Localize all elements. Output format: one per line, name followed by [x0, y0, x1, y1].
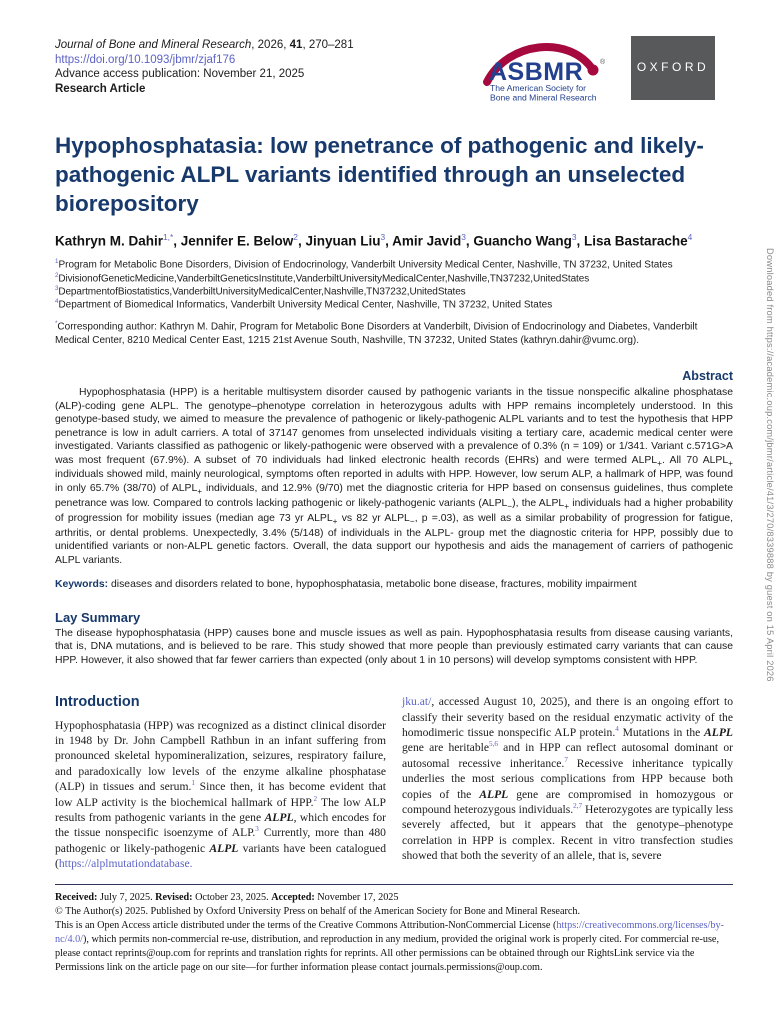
- asbmr-registered-mark: ®: [600, 59, 606, 66]
- advance-access-date: Advance access publication: November 21, 2025: [55, 68, 305, 81]
- doi-link[interactable]: https://doi.org/10.1093/jbmr/zjaf176: [55, 53, 236, 66]
- affiliation-3: $^3$Department of Biostatistics, Vanderbilt University Medical Center, Nashville, TN 37232, United States: [55, 285, 466, 298]
- intro-text-right: jku.at/, accessed August 10, 2025), and there is an ongoing effort to classify their severity based on the residual enzymatic activity of the homodimeric tissue nonspecific ALP protein.$^4$ Mutations in the ALPL gene are heritable$^{5,6}$ and in HPP can reflect autosomal dominant or autosomal recessive inheritance.$^7$ Recessive inheritance typically underlies the most serious complications from HPP because both copies of the ALPL gene are compromised in homozygous or compound heterozygous individuals.$^{2,7}$ Heterozygotes are typically less severely affected, but it appears that the genotype–phenotype correlation in HPP is complex. Recent in vitro transfection studies showed that both the severity of an allele, that is, severe: [402, 695, 734, 863]
- author-list: Kathryn M. Dahir$^{1,*}$, Jennifer E. Below$^2$, Jinyuan Liu$^3$, Amir Javid$^3$, Guancho Wang$^3$, Lisa Bastarache$^4$: [55, 231, 693, 249]
- lay-summary-text: The disease hypophosphatasia (HPP) causes bone and muscle issues as well as pain. Hypophosphatasia results from disease causing variants, that is, DNA mutations, and is believed to be rare. This study showed that more people than previously estimated carry variants that can cause HPP. However, it also showed that far fewer carriers than expected (only about 1 in 10 persons) will develop symptoms consistent with HPP.: [55, 627, 733, 666]
- article-type-label: Research Article: [55, 83, 146, 96]
- publisher-logos: [481, 36, 715, 102]
- abstract-text: Hypophosphatasia (HPP) is a heritable multisystem disorder caused by pathogenic variants in the tissue nonspecific alkaline phosphatase (ALP)-coding gene ALPL. The genotype–phenotype correlation in heterozygous adults with HPP remains incompletely understood. In this genotype-based study, we aimed to measure the prevalence of pathogenic or likely-pathogenic ALPL variants and to test the hypothesis that HPP penetrance is low in adult carriers. A total of 37147 genomes from unselected individuals visiting a tertiary care, academic medical center were investigated. Variants classified as pathogenic or likely-pathogenic were observed with a prevalence of 0.3% (n = 109) or 1/341. Variant c.571G>A was most frequent (67.9%). A subset of 70 individuals had linked electronic health records (EHRs) and were termed $ALPL_+$. All 70 $ALPL_+$ individuals showed mild, mainly neurological, symptoms often reported in adults with HPP. However, low serum ALP, a hallmark of HPP, was found in only 65.7% (38/70) of $ALPL_+$ individuals, and 12.9% (9/70) met the diagnostic criteria for HPP based on consensus guidelines, thus complete penetrance was low. Compared to controls lacking pathogenic or likely-pathogenic variants $(ALPL_-)$, the $ALPL_+$ individuals had a higher probability of progression for mobility issues (median age 73 yr $ALPL_+$ vs 82 yr $ALPL_-$, p =.03), as well as a similar probability of progression for fatigue, arthritis, or dental problems. Unexpectedly, 3.4% (5/148) of individuals in the ALPL- group met the diagnostic criteria for HPP, possibly due to unidentified variants or non-ALPL genetic factors. Overall, the data support our hypothesis and aids the management of carriers of pathogenic ALPL variants.: [55, 387, 734, 566]
- footer-divider: [55, 884, 733, 885]
- article-title: Hypophosphatasia: low penetrance of pathogenic and likely-pathogenic ALPL variants identified through an unselected biorepository: [55, 132, 704, 217]
- license-paragraph: This is an Open Access article distributed under the terms of the Creative Commons Attribution-NonCommercial License (https://creativecommons.org/licenses/by-nc/4.0/), which permits non-commercial re-use, distribution, and reproduction in any medium, provided the original work is properly cited. For commercial re-use, please contact reprints@oup.com for reprints and translation rights for reprints. All other permissions can be obtained through our RightsLink service via the Permissions link on the article page on our site—for further information please contact journals.permissions@oup.com.: [55, 920, 724, 974]
- lay-summary-heading: Lay Summary: [55, 609, 141, 625]
- asbmr-wordmark: ASBMR: [489, 58, 584, 86]
- keywords-text: diseases and disorders related to bone, hypophosphatasia, metabolic bone disease, fractures, mobility impairment: [108, 579, 637, 591]
- copyright-line: © The Author(s) 2025. Published by Oxford University Press on behalf of the American Society for Bone and Mineral Research.: [55, 906, 581, 918]
- intro-column-left: [55, 693, 386, 871]
- journal-citation: Journal of Bone and Mineral Research, 2026, 41, 270–281: [55, 39, 354, 51]
- intro-text-left: Hypophosphatasia (HPP) was recognized as a distinct clinical disorder in 1948 by Dr. John Campbell Rathbun in an infant suffering from pronounced skeletal hypomineralization, seizures, respiratory failure, and paradoxically low levels of the enzyme alkaline phosphatase (ALP) in tissues and serum.$^1$ Since then, it has become evident that low ALP activity is the biochemical hallmark of HPP.$^2$ The low ALP results from pathogenic variants in the gene ALPL, which encodes for the tissue nonspecific isoenzyme of ALP.$^3$ Currently, more than 480 pathogenic or likely-pathogenic ALPL variants have been catalogued (https://alplmutationdatabase.: [55, 718, 386, 871]
- abstract-section: [55, 369, 733, 567]
- affiliation-2: $^2$Division of Genetic Medicine, Vanderbilt Genetics Institute, Vanderbilt University Medical Center, Nashville, TN 37232, United States: [55, 271, 590, 285]
- lay-summary-section: [55, 610, 733, 668]
- oxford-wordmark: OXFORD: [636, 60, 710, 75]
- download-watermark: Downloaded from https://academic.oup.com/jbmr/article/41/3/270/8339888 by guest on 15 April 2026: [765, 248, 775, 682]
- keywords-label: Keywords:: [55, 579, 109, 591]
- abstract-heading: Abstract: [682, 369, 733, 384]
- affiliation-4: $^4$Department of Biomedical Informatics, Vanderbilt University Medical Center, Nashville, TN 37232, United States: [55, 298, 553, 311]
- asbmr-arc-end-icon: [588, 65, 599, 76]
- oxford-logo: [631, 36, 715, 100]
- introduction-section: [55, 693, 733, 871]
- asbmr-tagline-1: The American Society for: [490, 83, 587, 93]
- intro-column-right: [402, 693, 733, 871]
- article-footer: [55, 884, 733, 975]
- page-header: [55, 38, 733, 102]
- affiliation-1: $^1$Program for Metabolic Bone Disorders, Division of Endocrinology, Vanderbilt University Medical Center, Nashville, TN 37232, United States: [55, 258, 673, 271]
- affiliation-list: [55, 258, 733, 311]
- asbmr-tagline-2: Bone and Mineral Research: [490, 92, 597, 102]
- received-dates-line: Received: July 7, 2025. Revised: October 23, 2025. Accepted: November 17, 2025: [55, 892, 399, 903]
- introduction-heading: Introduction: [55, 694, 140, 711]
- corresponding-author-note: *Corresponding author: Kathryn M. Dahir, Program for Metabolic Bone Disorders at Vanderbilt, Division of Endocrinology and Diabetes, Vanderbilt Medical Center, 8210 Medical Center East, 1215 21st Avenue South, Nashville, TN 37232, United States (kathryn.dahir@vumc.org).: [55, 319, 698, 346]
- asbmr-logo: [481, 36, 609, 102]
- keywords-line: [55, 578, 733, 592]
